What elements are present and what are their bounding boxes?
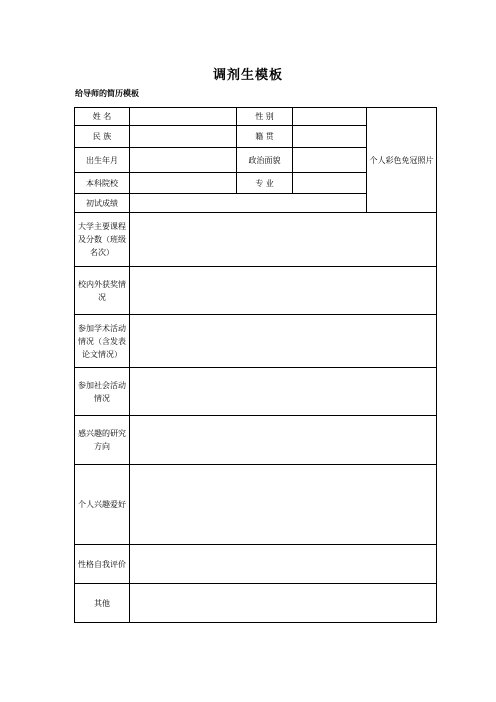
label-college: 本科院校 bbox=[75, 173, 130, 194]
field-research[interactable] bbox=[130, 416, 437, 465]
label-major: 专 业 bbox=[237, 173, 293, 194]
label-research: 感兴趣的研究方向 bbox=[75, 416, 130, 465]
field-major[interactable] bbox=[293, 173, 367, 194]
field-other[interactable] bbox=[130, 584, 437, 623]
field-birth[interactable] bbox=[130, 148, 237, 173]
field-academic[interactable] bbox=[130, 315, 437, 368]
field-exam-score[interactable] bbox=[130, 194, 367, 213]
field-college[interactable] bbox=[130, 173, 237, 194]
field-ethnicity[interactable] bbox=[130, 126, 237, 148]
label-gender: 性 别 bbox=[237, 108, 293, 126]
label-other: 其他 bbox=[75, 584, 130, 623]
photo-box: 个人彩色免冠照片 bbox=[367, 108, 437, 213]
label-social: 参加社会活动情况 bbox=[75, 368, 130, 416]
label-name: 姓 名 bbox=[75, 108, 130, 126]
label-courses: 大学主要课程及分数（班级名次） bbox=[75, 213, 130, 267]
label-exam-score: 初试成绩 bbox=[75, 194, 130, 213]
document-subtitle: 给导师的简历模板 bbox=[75, 89, 139, 98]
label-native-place: 籍 贯 bbox=[237, 126, 293, 148]
resume-form bbox=[74, 107, 437, 623]
label-self-eval: 性格自我评价 bbox=[75, 545, 130, 584]
field-courses[interactable] bbox=[130, 213, 437, 267]
field-political[interactable] bbox=[293, 148, 367, 173]
document-title: 调剂生模板 bbox=[212, 68, 283, 83]
field-hobbies[interactable] bbox=[130, 465, 437, 545]
field-social[interactable] bbox=[130, 368, 437, 416]
label-birth: 出生年月 bbox=[75, 148, 130, 173]
field-native-place[interactable] bbox=[293, 126, 367, 148]
label-awards: 校内外获奖情况 bbox=[75, 267, 130, 315]
label-hobbies: 个人兴趣爱好 bbox=[75, 465, 130, 545]
label-political: 政治面貌 bbox=[237, 148, 293, 173]
field-name[interactable] bbox=[130, 108, 237, 126]
field-self-eval[interactable] bbox=[130, 545, 437, 584]
field-gender[interactable] bbox=[293, 108, 367, 126]
field-awards[interactable] bbox=[130, 267, 437, 315]
label-ethnicity: 民 族 bbox=[75, 126, 130, 148]
label-academic: 参加学术活动情况（含发表论文情况） bbox=[75, 315, 130, 368]
